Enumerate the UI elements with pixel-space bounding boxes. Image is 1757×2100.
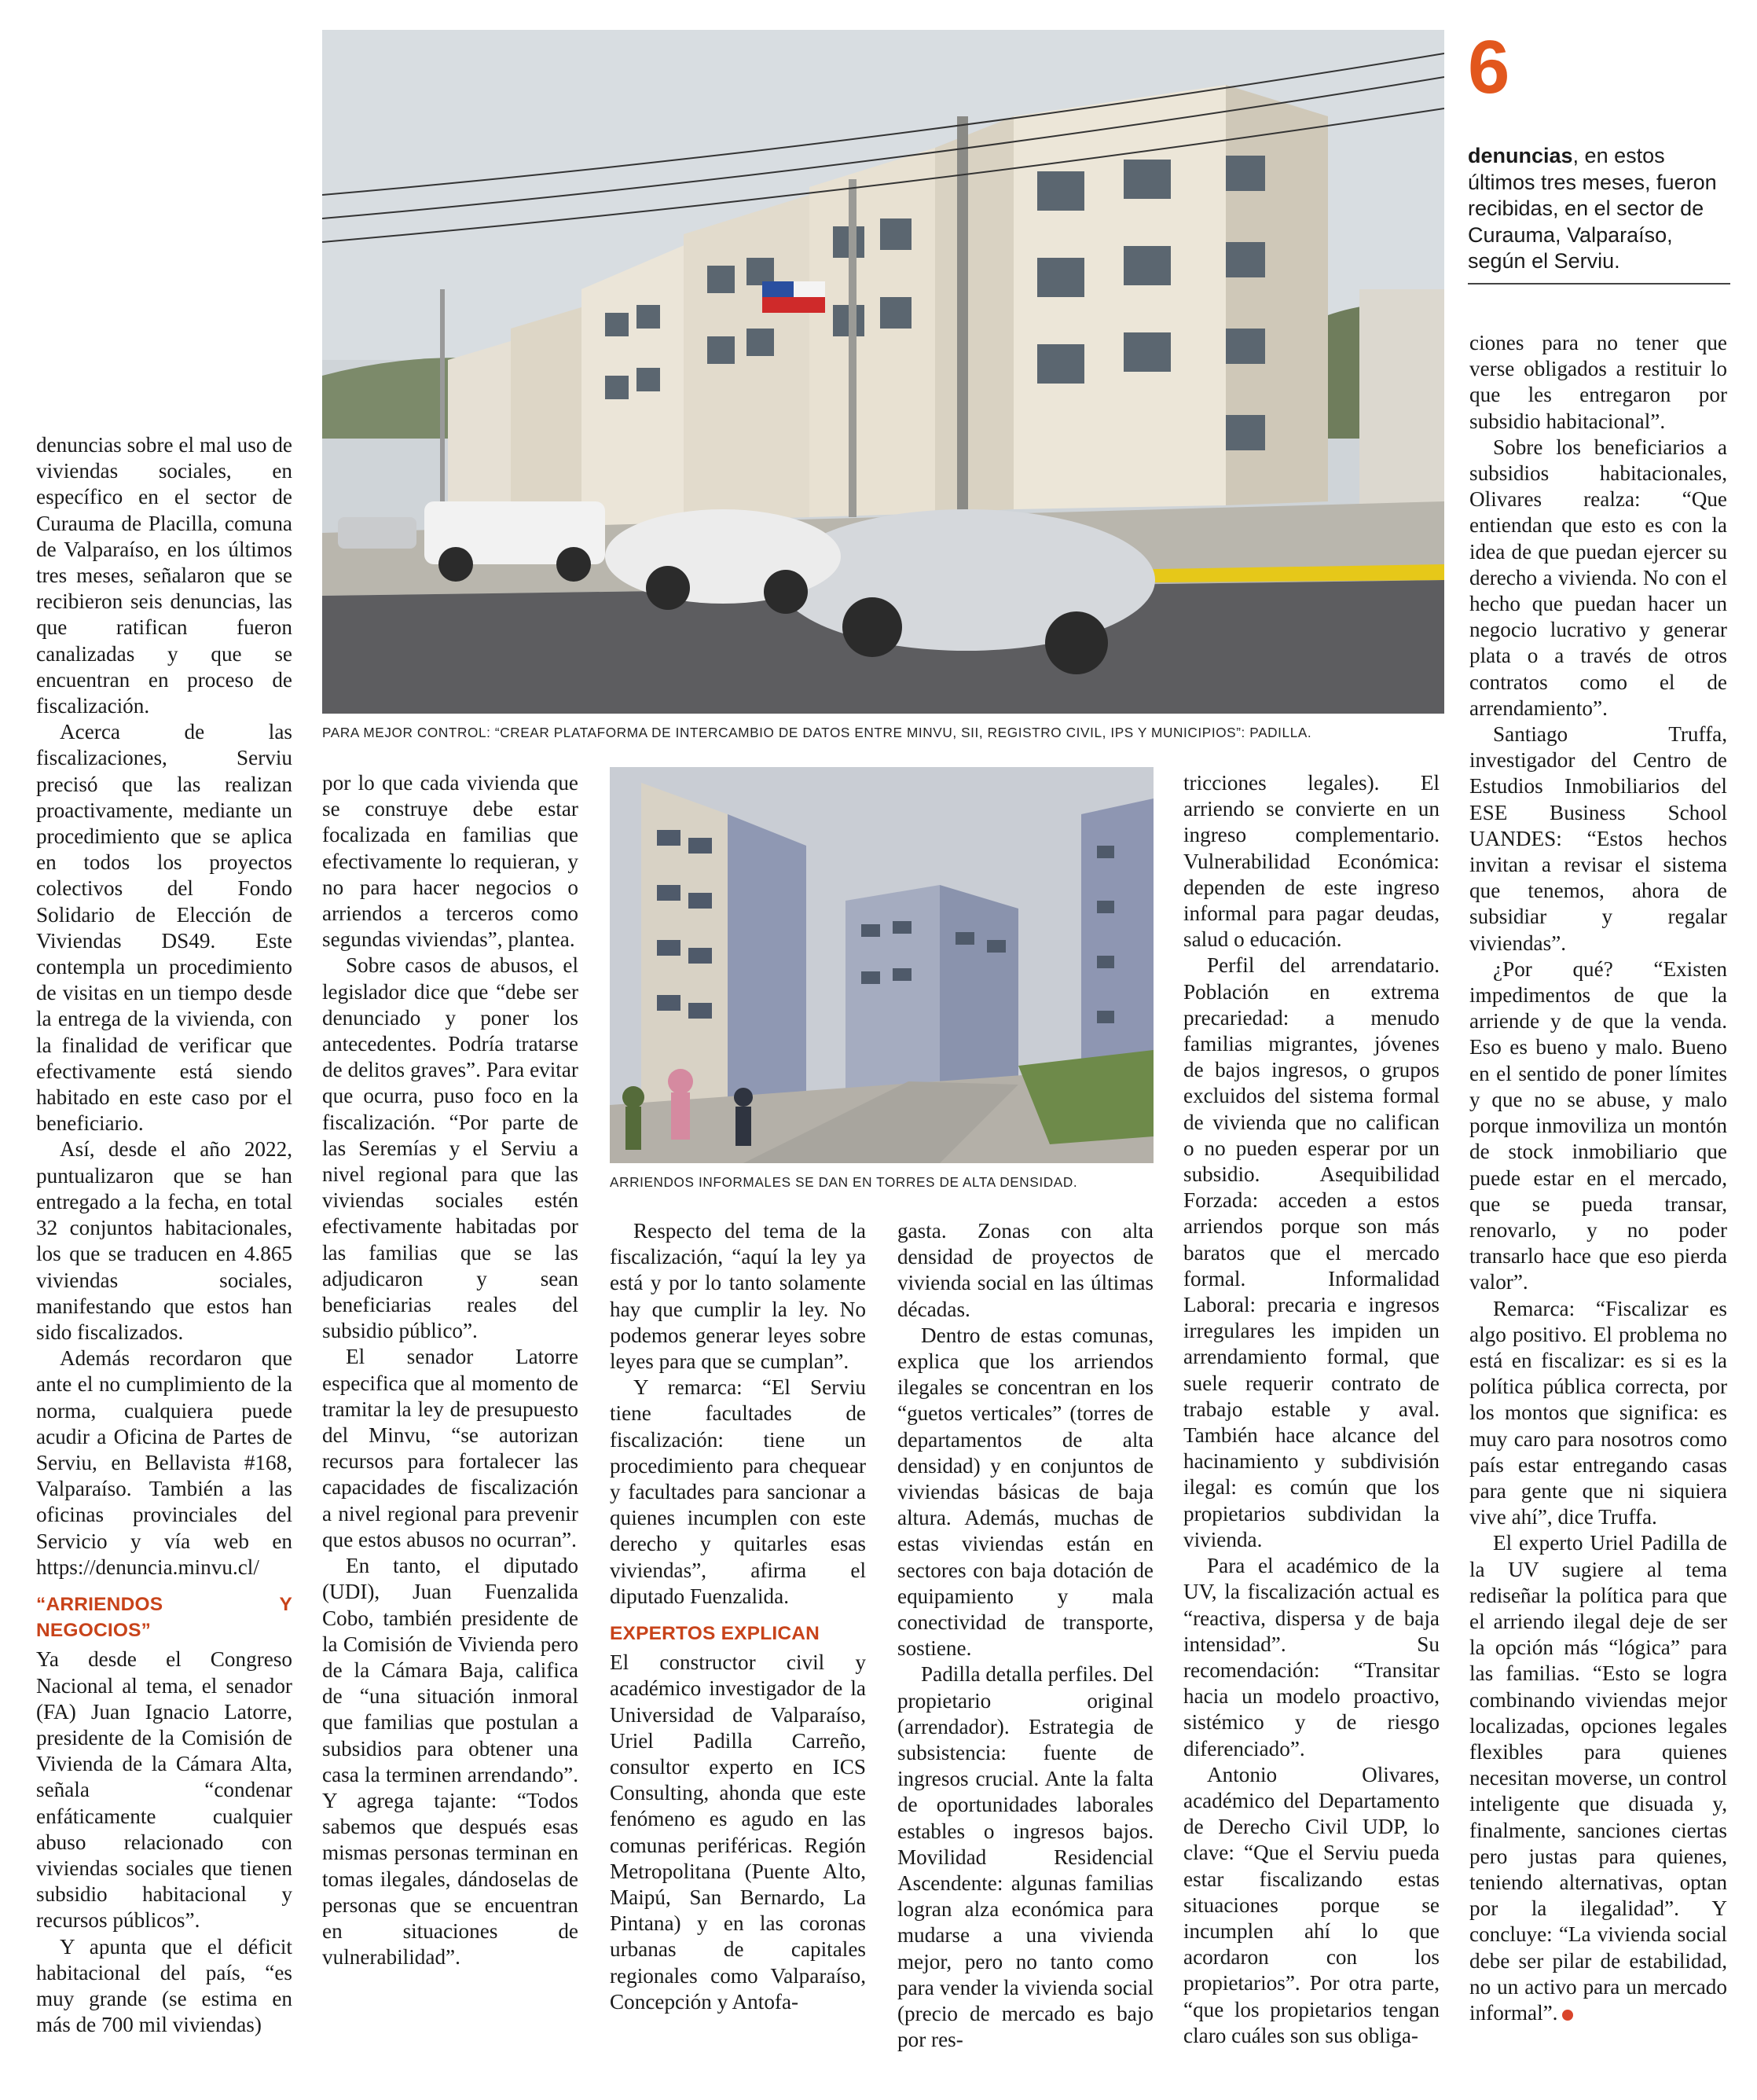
stat-description <box>1468 143 1724 275</box>
paragraph: Acerca de las fiscalizaciones, Serviu precisó que las realizan proactivamente, mediante un procedimiento que se aplica en todos los proyectos colectivos del Fondo Solidario de Elección de Viviendas DS49. Este contempla un procedimiento de visitas en un tiempo desde la entrega de la vivienda, con la finalidad de verificar que efectivamente está siendo habitado en este caso por el beneficiario. <box>36 720 292 1136</box>
section-heading-arriendos: “ARRIENDOS Y NEGOCIOS” <box>36 1593 292 1642</box>
paragraph: Para el académico de la UV, la fiscalización actual es “reactiva, dispersa y de baja intensidad”. Su recomendación: “Transitar hacia un modelo proactivo, sistémico y de riesgo diferenciado”. <box>1183 1554 1440 1760</box>
paragraph: Y apunta que el déficit habitacional del país, “es muy grande (se estima en más de 700 mil viviendas) <box>36 1934 292 2037</box>
photo-high-density-towers <box>610 767 1154 1163</box>
paragraph: Sobre casos de abusos, el legislador dice que “debe ser denunciado y poner los antecedentes. Podría tratarse de delitos graves”. Para evitar que ocurra, puso foco en la fiscalización. “Por parte de las Seremías y el Serviu a nivel regional para que las viviendas sociales estén efectivamente habitadas por las familias que se las adjudicaron y sean beneficiarias reales del subsidio público”. <box>322 953 578 1343</box>
paragraph: En tanto, el diputado (UDI), Juan Fuenzalida Cobo, también presidente de la Comisión de Vivienda pero de la Cámara Baja, califica de “una situación inmoral que familias que postulan a subsidios para obtener una casa la terminen arrendando”. Y agrega tajante: “Todos sabemos que después esas mismas personas terminan en tomas ilegales, dándoselas de personas que se encuentran en situaciones de vulnerabilidad”. <box>322 1554 578 1970</box>
paragraph: Padilla detalla perfiles. Del propietario original (arrendador). Estrategia de subsistencia: fuente de ingresos crucial. Ante la falta de oportunidades laborales estables o ingresos bajos. Movilidad Residencial Ascendente: algunas familias logran alza económica para mudarse a una vivienda mejor, pero no tanto como para vender la vivienda social (precio de mercado es bajo por res- <box>897 1662 1154 2052</box>
stat-text: , en estos últimos tres meses, fueron recibidas, en el sector de Curauma, Valparaíso, según el Serviu. <box>1468 144 1717 273</box>
photo-apartment-buildings-illustration <box>322 30 1444 714</box>
paragraph <box>1469 1530 1727 2026</box>
article-column-4 <box>897 1218 1154 2054</box>
paragraph: ciones para no tener que verse obligados a restituir lo que les entregaron por subsidio habitacional”. <box>1469 331 1727 433</box>
paragraph: Y remarca: “El Serviu tiene facultades de fiscalización: tiene un procedimiento para chequear y facultades para sancionar a quienes incumplen con este derecho y quitarles esas viviendas”, afirma el diputado Fuenzalida. <box>610 1375 866 1608</box>
closing-paragraph-text: El experto Uriel Padilla de la UV sugiere al tema rediseñar la política para que el arriendo ilegal deje de ser la opción más “lógica” para las familias. “Esto se logra combinando viviendas mejor localizadas, opciones legales flexibles para quienes necesitan moverse, un control inteligente que disuada y, finalmente, sanciones ciertas pero justas para quienes, teniendo alternativas, optan por la ilegalidad”. Y concluye: “La vivienda social debe ser pilar de estabilidad, no un activo para un mercado informal”. <box>1469 1531 1727 2025</box>
paragraph: El constructor civil y académico investigador de la Universidad de Valparaíso, Uriel Padilla Carreño, consultor experto en ICS Consulting, ahonda que este fenómeno es agudo en las comunas periféricas. Región Metropolitana (Puente Alto, Maipú, San Bernardo, La Pintana) y en las coronas urbanas de capitales regionales como Valparaíso, Concepción y Antofa- <box>610 1650 866 2014</box>
paragraph: Remarca: “Fiscalizar es algo positivo. El problema no está en fiscalizar: es si es la política pública correcta, por los montos que significa: es muy caro para nosotros como país estar entregando casas para gente que ni siquiera vive ahí”, dice Truffa. <box>1469 1296 1727 1529</box>
paragraph: denuncias sobre el mal uso de viviendas sociales, en específico en el sector de Curauma de Placilla, comuna de Valparaíso, en los últimos tres meses, señalaron que se recibieron seis denuncias, las que ratifican fueron canalizadas y que se encuentran en proceso de fiscalización. <box>36 433 292 718</box>
paragraph: Sobre los beneficiarios a subsidios habitacionales, Olivares realza: “Que entiendan que esto es con la idea de que puedan ejercer su derecho a vivienda. No con el hecho que puedan hacer un negocio lucrativo y generar plata o a través de otros contratos como el de arrendamiento”. <box>1469 435 1727 720</box>
article-column-2 <box>322 770 578 1970</box>
stat-divider <box>1468 283 1730 285</box>
paragraph: Ya desde el Congreso Nacional al tema, el senador (FA) Juan Ignacio Latorre, presidente de la Comisión de Vivienda de la Cámara Alta, señala “condenar enfáticamente cualquier abuso relacionado con viviendas sociales que tienen subsidio habitacional y recursos públicos”. <box>36 1647 292 1933</box>
paragraph: Santiago Truffa, investigador del Centro de Estudios Inmobiliarios del ESE Business School UANDES: “Estos hechos invitan a revisar el sistema que tenemos, ahora de subsidiar y regalar viviendas”. <box>1469 722 1727 955</box>
paragraph: ¿Por qué? “Existen impedimentos de que la arriende y de que la venda. Eso es bueno y malo. Bueno en el sentido de poner límites y que no se abuse, y malo porque inmoviliza un montón de stock inmobiliario que puede estar en el mercado, que se pueda transar, renovarlo, y no poder transarlo hace que eso pierda valor”. <box>1469 956 1727 1294</box>
stat-number: 6 <box>1468 25 1510 109</box>
paragraph: Antonio Olivares, académico del Departamento de Derecho Civil UDP, lo clave: “Que el Serviu pueda estar fiscalizando estas situaciones porque se incumplen ahí lo que acordaron con los propietarios”. Por otra parte, “que los propietarios tengan claro cuáles son sus obliga- <box>1183 1762 1440 2047</box>
photo-high-density-towers-illustration <box>610 767 1154 1163</box>
paragraph: Respecto del tema de la fiscalización, “aquí la ley ya está y por lo tanto solamente hay que cumplir la ley. No podemos generar leyes sobre leyes para que se cumplan”. <box>610 1219 866 1374</box>
end-of-article-icon <box>1562 2010 1573 2021</box>
paragraph: Dentro de estas comunas, explica que los arriendos ilegales se concentran en los “guetos verticales” (torres de departamentos de alta densidad) y en conjuntos de viviendas básicas de baja altura. Además, muchas de estas viviendas están en sectores con baja dotación de equipamiento y mala conectividad de transporte, sostiene. <box>897 1323 1154 1661</box>
photo-apartment-buildings <box>322 30 1444 714</box>
photo-caption-middle: ARRIENDOS INFORMALES SE DAN EN TORRES DE ALTA DENSIDAD. <box>610 1174 1078 1190</box>
paragraph: Además recordaron que ante el no cumplimiento de la norma, cualquiera puede acudir a Oficina de Partes de Serviu, en Bellavista #168, Valparaíso. También a las oficinas provinciales del Servicio y vía web en https://denuncia.minvu.cl/ <box>36 1346 292 1579</box>
article-column-3 <box>610 1218 866 2015</box>
article-column-6 <box>1469 330 1727 2026</box>
paragraph: Así, desde el año 2022, puntualizaron que se han entregado a la fecha, en total 32 conjuntos habitacionales, los que se traducen en 4.865 viviendas sociales, manifestando que estos han sido fiscalizados. <box>36 1137 292 1344</box>
article-column-1 <box>36 432 292 2038</box>
paragraph: por lo que cada vivienda que se construye debe estar focalizada en familias que efectivamente lo requieran, y no para hacer negocios o arriendos a terceros como segundas viviendas”, plantea. <box>322 771 578 952</box>
photo-caption-top: PARA MEJOR CONTROL: “CREAR PLATAFORMA DE INTERCAMBIO DE DATOS ENTRE MINVU, SII, REGISTRO CIVIL, IPS Y MUNICIPIOS”: PADILLA. <box>322 725 1312 740</box>
article-column-5 <box>1183 770 1440 2049</box>
section-heading-expertos: EXPERTOS EXPLICAN <box>610 1623 820 1645</box>
stat-bold: denuncias <box>1468 144 1573 167</box>
paragraph: Perfil del arrendatario. Población en extrema precariedad: a menudo familias migrantes, jóvenes de bajos ingresos, o grupos excluidos del sistema formal de vivienda que no califican o no pueden esperar por un subsidio. Asequibilidad Forzada: acceden a estos arriendos porque son más baratos que el mercado formal. Informalidad Laboral: precaria e ingresos irregulares les impiden un arrendamiento formal, que suele requerir contrato de trabajo estable y aval. También hace alcance del hacinamiento y subdivisión ilegal: es común que los propietarios subdividan la vivienda. <box>1183 953 1440 1551</box>
paragraph: tricciones legales). El arriendo se convierte en un ingreso complementario. Vulnerabilidad Económica: dependen de este ingreso informal para pagar deudas, salud o educación. <box>1183 771 1440 952</box>
paragraph: gasta. Zonas con alta densidad de proyectos de vivienda social en las últimas décadas. <box>897 1219 1154 1321</box>
paragraph: El senador Latorre especifica que al momento de tramitar la ley de presupuesto del Minvu, “se autorizan recursos para fortalecer las capacidades de fiscalización a nivel regional para prevenir que estos abusos no ocurran”. <box>322 1345 578 1551</box>
